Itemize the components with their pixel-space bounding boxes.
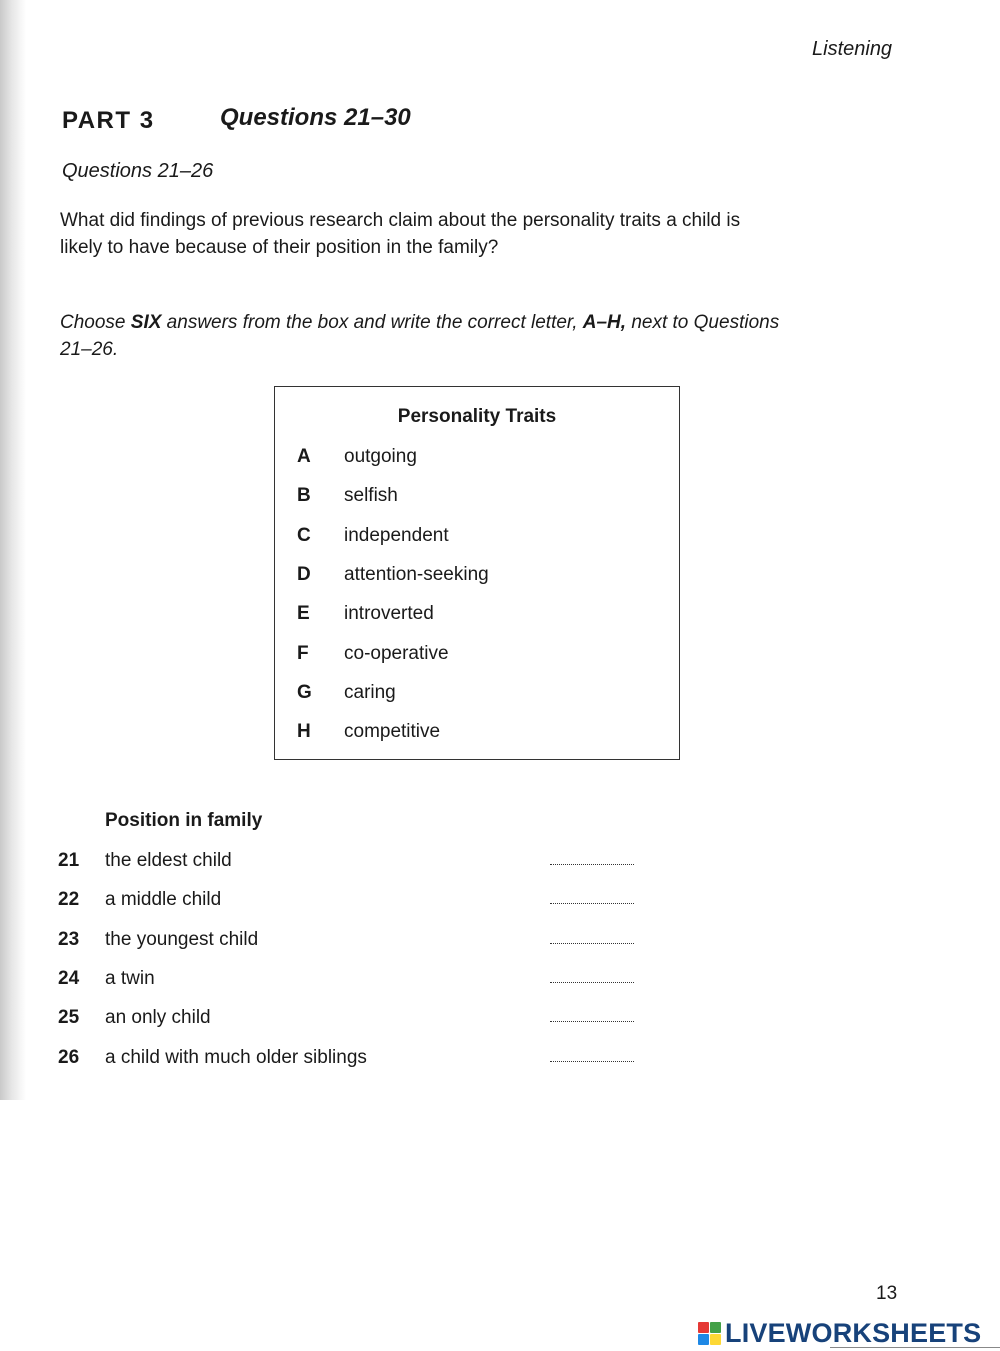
trait-letter: E [297, 603, 310, 624]
question-label: an only child [105, 1007, 211, 1028]
instruction-count: SIX [130, 312, 162, 333]
liveworksheets-logo[interactable] [698, 1318, 981, 1348]
trait-letter: B [297, 485, 311, 506]
answer-blank-23[interactable] [550, 943, 634, 944]
question-row [58, 1045, 658, 1071]
logo-square-yellow [710, 1334, 721, 1345]
trait-option [297, 562, 489, 588]
trait-label: caring [344, 682, 396, 703]
page-number: 13 [876, 1283, 898, 1304]
question-row [58, 966, 658, 992]
question-label: the eldest child [105, 850, 232, 871]
answer-blank-21[interactable] [550, 864, 634, 865]
instruction-middle: answers from the box and write the correct letter, [161, 312, 583, 333]
trait-option [297, 523, 449, 549]
question-row [58, 1005, 658, 1031]
trait-label: selfish [344, 485, 398, 506]
trait-option [297, 601, 434, 627]
instruction-text [60, 309, 800, 363]
trait-option [297, 641, 449, 667]
scan-shadow-edge [0, 0, 26, 1100]
question-label: a middle child [105, 889, 222, 910]
footer-rule [830, 1347, 1000, 1348]
question-number: 23 [58, 929, 80, 950]
trait-label: co-operative [344, 643, 449, 664]
question-number: 24 [58, 968, 80, 989]
trait-letter: D [297, 564, 311, 585]
trait-letter: H [297, 721, 311, 742]
question-number: 22 [58, 889, 80, 910]
liveworksheets-grid-icon [698, 1322, 721, 1345]
question-number: 21 [58, 850, 80, 871]
logo-square-green [710, 1322, 721, 1333]
question-number: 26 [58, 1047, 80, 1068]
sub-range-title: Questions 21–26 [62, 160, 214, 182]
answer-blank-24[interactable] [550, 982, 634, 983]
trait-letter: F [297, 643, 309, 664]
question-label: the youngest child [105, 929, 259, 950]
trait-option [297, 680, 396, 706]
trait-label: attention-seeking [344, 564, 489, 585]
question-row [58, 887, 658, 913]
trait-letter: G [297, 682, 312, 703]
question-text: What did findings of previous research claim about the personality traits a child is likely to have because of their position in the family? [60, 210, 741, 258]
question-row [58, 927, 658, 953]
trait-letter: A [297, 446, 311, 467]
position-in-family-heading: Position in family [105, 810, 263, 831]
trait-label: competitive [344, 721, 441, 742]
trait-option [297, 444, 417, 470]
question-label: a twin [105, 968, 155, 989]
instruction-letters: A–H, [582, 312, 627, 333]
trait-label: introverted [344, 603, 434, 624]
instruction-suffix: next to Questions 21–26. [60, 312, 780, 360]
question-row [58, 848, 658, 874]
trait-option [297, 719, 440, 745]
trait-letter: C [297, 525, 311, 546]
answer-blank-22[interactable] [550, 903, 634, 904]
trait-option [297, 483, 398, 509]
personality-traits-box [274, 386, 680, 760]
answer-blank-26[interactable] [550, 1061, 634, 1062]
answer-blank-25[interactable] [550, 1021, 634, 1022]
instruction-prefix: Choose [60, 312, 131, 333]
questions-range-title: Questions 21–30 [220, 104, 411, 131]
trait-label: outgoing [344, 446, 417, 467]
trait-label: independent [344, 525, 449, 546]
traits-heading: Personality Traits [397, 406, 557, 427]
section-label: Listening [812, 38, 893, 60]
question-label: a child with much older siblings [105, 1047, 367, 1068]
liveworksheets-wordmark: LIVEWORKSHEETS [725, 1317, 982, 1348]
question-number: 25 [58, 1007, 80, 1028]
logo-square-red [698, 1322, 709, 1333]
part-title: PART 3 [62, 107, 155, 134]
logo-square-blue [698, 1334, 709, 1345]
